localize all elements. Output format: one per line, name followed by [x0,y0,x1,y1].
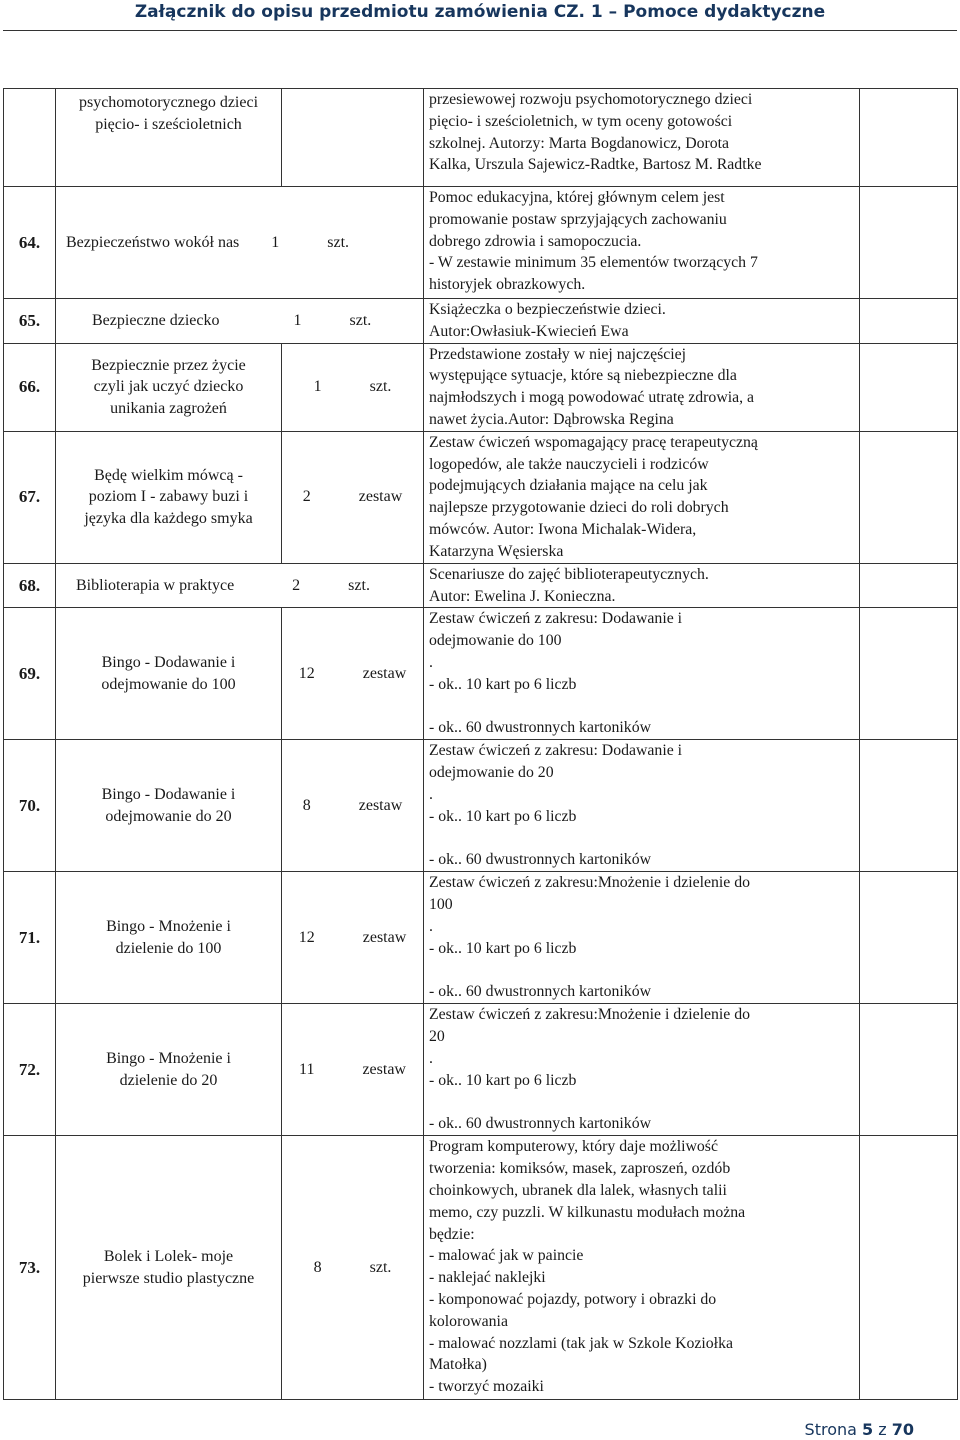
description-line: Przedstawione zostały w niej najczęściej [429,345,687,363]
footer-prefix: Strona [804,1420,863,1439]
product-name-cell [56,872,282,1004]
description-line: memo, czy puzzli. W kilkunastu modułach można [429,1203,746,1221]
quantity-unit: zestaw [362,665,407,683]
table-row [4,1136,958,1400]
description-line: Autor: Ewelina J. Konieczna. [429,587,616,605]
products-table [3,88,958,1400]
row-number: 68. [4,563,56,608]
quantity-unit: szt. [327,233,350,251]
table-row [4,1004,958,1136]
product-name-line: dzielenie do 20 [119,1071,218,1089]
table-row [4,343,958,431]
description-line: Zestaw ćwiczeń z zakresu:Mnożenie i dzielenie do [429,1006,751,1024]
empty-cell [860,343,958,431]
product-name-line: Będę wielkim mówcą - [94,466,243,484]
description-line: podejmujących działania mające na celu jak [429,477,708,495]
empty-cell [860,187,958,299]
quantity-cell [282,872,424,1004]
description-line: . [429,785,433,803]
product-name-line: odejmowanie do 20 [105,807,232,825]
table-row [4,608,958,740]
description-cell [424,89,860,187]
description-line: - komponować pojazdy, potwory i obrazki do [429,1290,717,1308]
description-line: Matołka) [429,1356,487,1374]
description-cell [424,431,860,563]
table-row [4,872,958,1004]
row-number: 66. [4,343,56,431]
row-number: 67. [4,431,56,563]
product-name: Bezpieczne dziecko [92,312,220,329]
quantity-unit: zestaw [358,488,403,506]
table-row [4,431,958,563]
row-number: 64. [4,187,56,299]
description-cell [424,1004,860,1136]
description-line: Pomoc edukacyjna, której głównym celem jest [429,189,725,206]
description-line: - ok.. 10 kart po 6 liczb [429,939,577,957]
description-cell [424,343,860,431]
description-line: Scenariusze do zajęć biblioterapeutycznych. [429,565,709,583]
product-name-cell [56,1004,282,1136]
empty-cell [860,608,958,740]
row-number: 65. [4,299,56,344]
description-line: - W zestawie minimum 35 elementów tworzących 7 [429,254,758,272]
quantity-unit: zestaw [362,1061,406,1079]
description-line [429,696,855,718]
header-divider [3,30,957,31]
product-name-cell [56,740,282,872]
table-row [4,563,958,608]
quantity-value: 11 [299,1061,315,1079]
table-row [4,187,958,299]
description-line: - tworzyć mozaiki [429,1378,544,1396]
product-name-cell [56,187,424,299]
page-header [0,0,960,30]
quantity-cell [282,343,424,431]
table-row [4,740,958,872]
quantity-cell [282,431,424,563]
description-line: przesiewowej rozwoju psychomotorycznego dzieci [429,91,753,108]
quantity-value: 2 [302,488,311,506]
description-line: - ok.. 60 dwustronnych kartoników [429,851,652,869]
quantity-cell [282,89,424,187]
description-cell [424,740,860,872]
description-line: Książeczka o bezpieczeństwie dzieci. [429,301,666,318]
description-line: historyjek obrazkowych. [429,276,586,294]
empty-cell [860,740,958,872]
description-line: dobrego zdrowia i samopoczucia. [429,232,642,250]
quantity-unit: szt. [369,1259,392,1277]
description-line: . [429,917,433,935]
description-line: - naklejać naklejki [429,1269,546,1287]
row-number-cell [4,89,56,187]
quantity-value: 1 [271,233,280,251]
description-line: - ok.. 60 dwustronnych kartoników [429,719,652,737]
description-line: nawet życia.Autor: Dąbrowska Regina [429,410,674,428]
row-number: 73. [4,1136,56,1400]
description-line: Kalka, Urszula Sajewicz-Radtke, Bartosz M. Radtke [429,156,762,174]
table-row [4,299,958,344]
description-line: najmłodszych i mogą powodować utratę zdrowia, a [429,389,755,407]
description-line: będzie: [429,1225,475,1243]
product-name-cell [56,563,424,608]
quantity-cell [282,1004,424,1136]
description-line: Zestaw ćwiczeń z zakresu: Dodawanie i [429,742,683,760]
product-name-line: języka dla każdego smyka [84,510,253,528]
product-name-cell [56,89,282,187]
description-cell [424,563,860,608]
description-line: Katarzyna Węsierska [429,542,564,560]
row-number: 72. [4,1004,56,1136]
quantity-value: 12 [298,929,315,947]
table-row [4,89,958,187]
quantity-value: 2 [292,576,301,594]
quantity-unit: szt. [349,312,372,329]
description-line: - ok.. 10 kart po 6 liczb [429,1071,577,1089]
empty-cell [860,1136,958,1400]
empty-cell [860,89,958,187]
product-name-line: Bolek i Lolek- moje [103,1248,234,1266]
empty-cell [860,563,958,608]
row-number: 70. [4,740,56,872]
description-line [429,828,855,850]
description-line: Zestaw ćwiczeń z zakresu: Dodawanie i [429,610,683,628]
description-line: odejmowanie do 20 [429,764,554,782]
empty-cell [860,431,958,563]
quantity-cell [282,608,424,740]
description-line [429,960,855,982]
product-name-line: Bingo - Mnożenie i [106,918,231,936]
product-name-line: czyli jak uczyć dziecko [93,378,244,396]
description-line: występujące sytuacje, które są niebezpieczne dla [429,367,737,385]
quantity-value: 1 [293,312,302,329]
quantity-unit: szt. [348,576,370,594]
description-line: - ok.. 60 dwustronnych kartoników [429,1115,652,1133]
description-line: Autor:Owłasiuk-Kwiecień Ewa [429,322,629,340]
header-title: Załącznik do opisu przedmiotu zamówienia CZ. 1 – Pomoce dydaktyczne [134,2,826,22]
description-cell [424,299,860,344]
quantity-value: 8 [302,797,311,815]
product-name: Biblioterapia w praktyce [76,576,235,594]
description-line: odejmowanie do 100 [429,632,562,650]
description-line: najlepsze przygotowanie dzieci do roli dobrych [429,499,729,517]
description-line: tworzenia: komiksów, masek, zaproszeń, ozdób [429,1160,731,1178]
quantity-value: 1 [313,378,322,396]
description-line: Zestaw ćwiczeń wspomagający pracę terapeutyczną [429,433,758,451]
description-line: - ok.. 10 kart po 6 liczb [429,675,577,693]
description-line: - malować jak w paincie [429,1247,584,1265]
description-cell [424,608,860,740]
product-name-cell [56,608,282,740]
product-name: Bezpieczeństwo wokół nas [66,233,240,251]
product-name-cell [56,1136,282,1400]
product-name-cell [56,343,282,431]
row-number: 69. [4,608,56,740]
empty-cell [860,872,958,1004]
quantity-unit: zestaw [358,797,403,815]
product-name-line: poziom I - zabawy buzi i [88,488,249,506]
description-cell [424,187,860,299]
footer-of: z [873,1420,892,1439]
product-name-line: odejmowanie do 100 [101,675,236,693]
product-name-line: dzielenie do 100 [115,939,222,957]
description-line: kolorowania [429,1312,508,1330]
description-line: . [429,1049,433,1067]
description-line: promowanie postaw sprzyjających zachowaniu [429,210,727,228]
page-footer [805,1420,914,1439]
quantity-unit: zestaw [362,929,407,947]
description-line: Zestaw ćwiczeń z zakresu:Mnożenie i dzielenie do [429,874,751,892]
description-line: choinkowych, ubranek dla lalek, własnych talii [429,1181,727,1199]
quantity-cell [282,740,424,872]
product-name: psychomotorycznego dzieci pięcio- i sześcioletnich [78,94,259,133]
product-name-cell [56,431,282,563]
product-name-line: pierwsze studio plastyczne [82,1269,255,1287]
description-cell [424,1136,860,1400]
description-line: mówców. Autor: Iwona Michalak-Widera, [429,520,697,538]
description-line: pięcio- i sześcioletnich, w tym oceny gotowości [429,112,733,130]
description-line: - malować nozzlami (tak jak w Szkole Koziołka [429,1334,733,1352]
footer-page-number: 5 [862,1420,874,1439]
description-cell [424,872,860,1004]
description-line [429,1092,855,1114]
description-line: 100 [429,896,453,914]
quantity-unit: szt. [369,378,392,396]
product-name-line: Bingo - Dodawanie i [101,786,236,804]
description-line: - ok.. 10 kart po 6 liczb [429,807,577,825]
description-line: . [429,653,433,671]
footer-page-total: 70 [891,1420,914,1439]
product-name-cell [56,299,424,344]
quantity-value: 12 [298,665,315,683]
row-number: 71. [4,872,56,1004]
product-name-line: Bingo - Mnożenie i [106,1050,231,1068]
description-line: szkolnej. Autorzy: Marta Bogdanowicz, Dorota [429,134,730,152]
product-name-line: Bezpiecznie przez życie [91,356,246,374]
empty-cell [860,299,958,344]
product-name-line: unikania zagrożeń [110,399,227,417]
description-line: Program komputerowy, który daje możliwość [429,1138,718,1156]
description-line: 20 [429,1028,445,1046]
empty-cell [860,1004,958,1136]
description-line: - ok.. 60 dwustronnych kartoników [429,983,652,1001]
quantity-cell [282,1136,424,1400]
product-name-line: Bingo - Dodawanie i [101,654,236,672]
quantity-value: 8 [313,1259,322,1277]
description-line: logopedów, ale także nauczycieli i rodziców [429,455,709,473]
